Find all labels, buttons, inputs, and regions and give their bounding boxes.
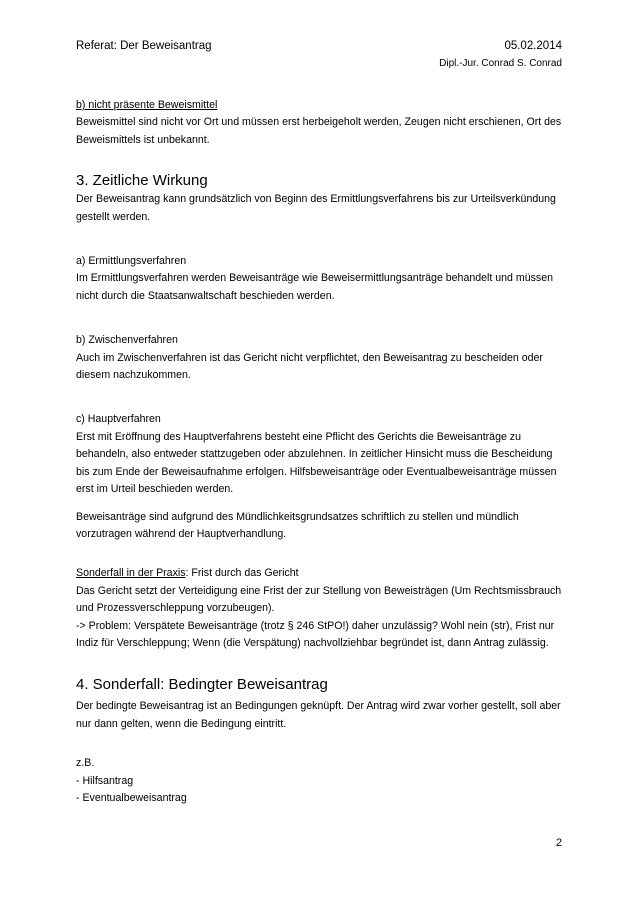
header-date: 05.02.2014 [504, 40, 562, 52]
paragraph-hauptverfahren: Erst mit Eröffnung des Hauptverfahrens besteht eine Pflicht des Gerichts die Beweisanträge zu behandeln, also entweder stattzugeben oder abzulehnen. In zeitlicher Hinsicht muss die Bescheidung bis zum Ende der Beweisaufnahme erfolgen. Hilfsbeweisanträge oder Eventualbeweisanträge müssen erst im Urteil beschieden werden. [76, 430, 557, 496]
paragraph-ermittlungsverfahren: Im Ermittlungsverfahren werden Beweisanträge wie Beweisermittlungsanträge behandelt und müssen nicht durch die Staatsanwaltschaft beschieden werden. [76, 272, 553, 302]
sonderfall-line [76, 565, 566, 582]
heading-bedingter-beweisantrag: 4. Sonderfall: Bedingter Beweisantrag [76, 676, 328, 694]
paragraph-zwischenverfahren: Auch im Zwischenverfahren ist das Gericht nicht verpflichtet, den Beweisantrag zu bescheiden oder diesem nachzukommen. [76, 351, 543, 382]
heading-zeitliche-wirkung: 3. Zeitliche Wirkung [76, 172, 208, 190]
header-title: Referat: Der Beweisantrag [76, 40, 212, 52]
subsection-label-zwischenverfahren: b) Zwischenverfahren [76, 334, 178, 347]
paragraph-muendlichkeit: Beweisanträge sind aufgrund des Mündlichkeitsgrundsatzes schriftlich zu stellen und mündlich vorzutragen während der Hauptverhandlung. [76, 510, 519, 540]
list-item: - Hilfsantrag [76, 774, 134, 787]
header-author: Dipl.-Jur. Conrad S. Conrad [439, 58, 562, 69]
paragraph-sonderfall: Das Gericht setzt der Verteidigung eine Frist der zur Stellung von Beweisträgen (Um Rechtsmissbrauch und Prozessverschleppung vorzubeugen). [76, 584, 562, 615]
sonderfall-rest: : Frist durch das Gericht [185, 567, 299, 580]
page-number: 2 [555, 837, 562, 849]
list-item: - Eventualbeweisantrag [76, 791, 187, 804]
subsection-label-hauptverfahren: c) Hauptverfahren [76, 413, 161, 426]
paragraph-zeitliche-intro: Der Beweisantrag kann grundsätzlich von Beginn des Ermittlungsverfahrens bis zur Urteilsverkündung gestellt werden. [76, 193, 556, 223]
sonderfall-label: Sonderfall in der Praxis [76, 567, 186, 580]
paragraph-bedingter-beweisantrag: Der bedingte Beweisantrag ist an Bedingungen geknüpft. Der Antrag wird zwar vorher gestellt, soll aber nur dann gelten, wenn die Bedingung eintritt. [76, 700, 561, 730]
paragraph-sonderfall-problem: -> Problem: Verspätete Beweisanträge (trotz § 246 StPO!) daher unzulässig? Wohl nein (str), Frist nur Indiz für Verschleppung; Wenn (die Verspätung) nachvollziehbar begründet ist, dann Antrag zulässig. [76, 619, 555, 649]
subsection-label-ermittlungsverfahren: a) Ermittlungsverfahren [76, 255, 187, 268]
paragraph-nicht-praesente: Beweismittel sind nicht vor Ort und müssen erst herbeigeholt werden, Zeugen nicht erschienen, Ort des Beweismittels ist unbekannt. [76, 116, 562, 146]
subsection-label-nicht-praesente: b) nicht präsente Beweismittel [76, 99, 218, 111]
document-body [76, 97, 566, 807]
example-label: z.B. [76, 757, 95, 770]
